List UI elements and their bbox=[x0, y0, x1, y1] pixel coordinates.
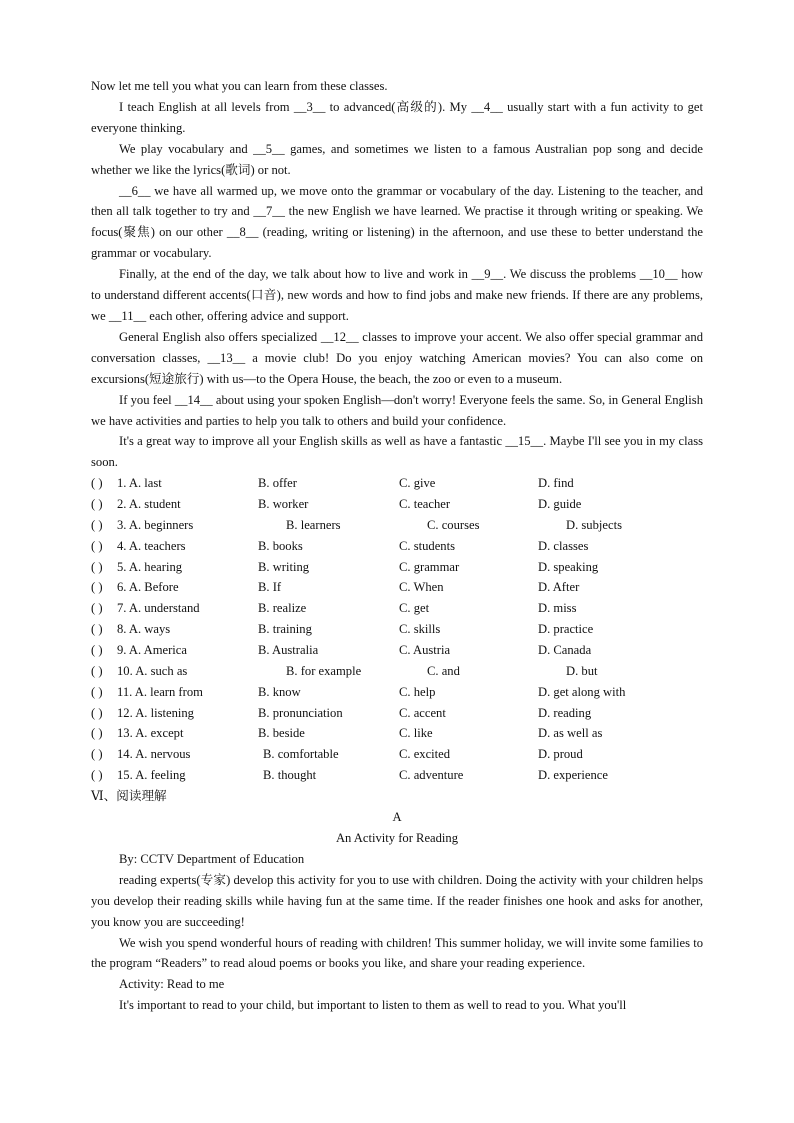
passage-letter: A bbox=[392, 809, 402, 824]
option-row bbox=[91, 640, 703, 661]
option-d: D. subjects bbox=[566, 517, 622, 532]
option-d: D. but bbox=[566, 663, 598, 678]
passage-paragraph: We wish you spend wonderful hours of reading with children! This summer holiday, we will invite some families to the program “Readers” to read aloud poems or books you like, and share your reading experience. bbox=[91, 935, 703, 971]
option-row bbox=[91, 661, 703, 682]
intro-line: Now let me tell you what you can learn from these classes. bbox=[91, 79, 388, 93]
answer-blank[interactable]: ( ) bbox=[91, 726, 103, 741]
option-a: 15. A. feeling bbox=[117, 768, 186, 783]
option-d: D. find bbox=[538, 476, 574, 491]
option-a: 6. A. Before bbox=[117, 580, 179, 595]
option-b: B. offer bbox=[258, 476, 297, 491]
option-b: B. beside bbox=[258, 726, 305, 741]
answer-blank[interactable]: ( ) bbox=[91, 768, 103, 783]
passage-paragraph: We play vocabulary and __5__ games, and sometimes we listen to a famous Australian pop song and decide whether we like the lyrics(歌词) or not. bbox=[91, 141, 703, 177]
option-c: C. courses bbox=[427, 517, 480, 532]
option-c: C. grammar bbox=[399, 559, 460, 574]
option-a: 12. A. listening bbox=[117, 705, 194, 720]
option-b: B. realize bbox=[258, 601, 307, 616]
option-row bbox=[91, 473, 703, 494]
option-d: D. miss bbox=[538, 601, 577, 616]
passage-paragraph: __6__ we have all warmed up, we move onto the grammar or vocabulary of the day. Listening to the teacher, and then all talk together to try and __7__ the new English we have learned. We practise it through writing or speaking. We focus(聚焦) on our other __8__ (reading, writing or listening) in the afternoon, and use these to better understand the grammar or vocabulary. bbox=[91, 183, 703, 261]
option-b: B. pronunciation bbox=[258, 705, 343, 720]
option-a: 13. A. except bbox=[117, 726, 184, 741]
answer-blank[interactable]: ( ) bbox=[91, 601, 103, 616]
option-d: D. get along with bbox=[538, 684, 626, 699]
passage-paragraph: reading experts(专家) develop this activity for you to use with children. Doing the activity with your children helps you develop their reading skills while having fun at the same time. If the reader finishes one hook and asks for another, you know you are succeeding! bbox=[91, 872, 703, 929]
answer-blank[interactable]: ( ) bbox=[91, 497, 103, 512]
option-a: 8. A. ways bbox=[117, 622, 171, 637]
option-d: D. reading bbox=[538, 705, 592, 720]
option-c: C. help bbox=[399, 684, 436, 699]
option-b: B. for example bbox=[286, 663, 362, 678]
option-row bbox=[91, 557, 703, 578]
option-b: B. If bbox=[258, 580, 282, 595]
option-c: C. students bbox=[399, 538, 455, 553]
option-row bbox=[91, 723, 703, 744]
passage-paragraph: General English also offers specialized __12__ classes to improve your accent. We also offer special grammar and conversation classes, __13__ a movie club! Do you enjoy watching American movies? You can also come on excursions(短途旅行) with us—to the Opera House, the beach, the zoo or even to a museum. bbox=[91, 329, 703, 386]
answer-blank[interactable]: ( ) bbox=[91, 476, 103, 491]
option-c: C. accent bbox=[399, 705, 446, 720]
option-c: C. get bbox=[399, 601, 430, 616]
option-row bbox=[91, 494, 703, 515]
option-b: B. thought bbox=[263, 768, 317, 783]
answer-blank[interactable]: ( ) bbox=[91, 559, 103, 574]
answer-blank[interactable]: ( ) bbox=[91, 642, 103, 657]
option-a: 14. A. nervous bbox=[117, 747, 191, 762]
option-row bbox=[91, 703, 703, 724]
answer-blank[interactable]: ( ) bbox=[91, 747, 103, 762]
option-a: 2. A. student bbox=[117, 497, 181, 512]
option-c: C. teacher bbox=[399, 497, 451, 512]
option-d: D. speaking bbox=[538, 559, 599, 574]
option-row bbox=[91, 577, 703, 598]
passage-paragraph: Finally, at the end of the day, we talk about how to live and work in __9__. We discuss the problems __10__ how to understand different accents(口音), new words and how to find jobs and make new friends. If there are any problems, we __11__ each other, offering advice and support. bbox=[91, 267, 703, 323]
option-a: 9. A. America bbox=[117, 642, 187, 657]
option-c: C. adventure bbox=[399, 768, 464, 783]
option-row bbox=[91, 765, 703, 786]
option-b: B. know bbox=[258, 684, 301, 699]
option-b: B. comfortable bbox=[263, 747, 339, 762]
option-a: 10. A. such as bbox=[117, 663, 188, 678]
answer-blank[interactable]: ( ) bbox=[91, 580, 103, 595]
option-a: 1. A. last bbox=[117, 476, 162, 491]
answer-blank[interactable]: ( ) bbox=[91, 622, 103, 637]
option-row bbox=[91, 619, 703, 640]
passage-paragraph: It's important to read to your child, but important to listen to them as well to read to you. What you'll bbox=[119, 998, 627, 1013]
option-b: B. worker bbox=[258, 497, 309, 512]
passage-title: An Activity for Reading bbox=[335, 830, 459, 845]
option-a: 11. A. learn from bbox=[117, 684, 203, 699]
option-c: C. Austria bbox=[399, 642, 451, 657]
option-b: B. writing bbox=[258, 559, 310, 574]
activity-heading: Activity: Read to me bbox=[119, 977, 225, 992]
option-b: B. Australia bbox=[258, 642, 319, 657]
option-a: 7. A. understand bbox=[117, 601, 200, 616]
option-d: D. experience bbox=[538, 768, 608, 783]
byline: By: CCTV Department of Education bbox=[119, 851, 305, 866]
answer-blank[interactable]: ( ) bbox=[91, 684, 103, 699]
answer-blank[interactable]: ( ) bbox=[91, 517, 103, 532]
option-d: D. as well as bbox=[538, 726, 603, 741]
option-row bbox=[91, 598, 703, 619]
answer-blank[interactable]: ( ) bbox=[91, 538, 103, 553]
option-c: C. and bbox=[427, 663, 460, 678]
option-d: D. classes bbox=[538, 538, 589, 553]
option-c: C. skills bbox=[399, 622, 441, 637]
document-page bbox=[91, 76, 703, 1016]
option-c: C. give bbox=[399, 476, 436, 491]
option-a: 4. A. teachers bbox=[117, 538, 186, 553]
option-b: B. learners bbox=[286, 517, 341, 532]
option-d: D. Canada bbox=[538, 642, 592, 657]
answer-blank[interactable]: ( ) bbox=[91, 663, 103, 678]
option-c: C. When bbox=[399, 580, 444, 595]
passage-paragraph: If you feel __14__ about using your spoken English—don't worry! Everyone feels the same. So, in General English we have activities and parties to help you talk to others and build your confidence. bbox=[91, 392, 703, 428]
passage-paragraph: I teach English at all levels from __3__ to advanced(高级的). My __4__ usually start with a fun activity to get everyone thinking. bbox=[91, 99, 703, 135]
option-c: C. excited bbox=[399, 747, 451, 762]
option-d: D. practice bbox=[538, 622, 594, 637]
section-heading: Ⅵ、阅读理解 bbox=[91, 788, 167, 803]
option-c: C. like bbox=[399, 726, 433, 741]
option-d: D. guide bbox=[538, 497, 582, 512]
option-d: D. After bbox=[538, 580, 580, 595]
option-row bbox=[91, 536, 703, 557]
option-b: B. books bbox=[258, 538, 303, 553]
option-b: B. training bbox=[258, 622, 312, 637]
answer-blank[interactable]: ( ) bbox=[91, 705, 103, 720]
option-d: D. proud bbox=[538, 747, 583, 762]
options-list bbox=[91, 473, 703, 786]
option-row bbox=[91, 744, 703, 765]
passage-paragraph: It's a great way to improve all your English skills as well as have a fantastic __15__. Maybe I'll see you in my class soon. bbox=[91, 434, 703, 470]
option-a: 5. A. hearing bbox=[117, 559, 183, 574]
option-a: 3. A. beginners bbox=[117, 517, 194, 532]
option-row bbox=[91, 682, 703, 703]
option-row bbox=[91, 515, 703, 536]
